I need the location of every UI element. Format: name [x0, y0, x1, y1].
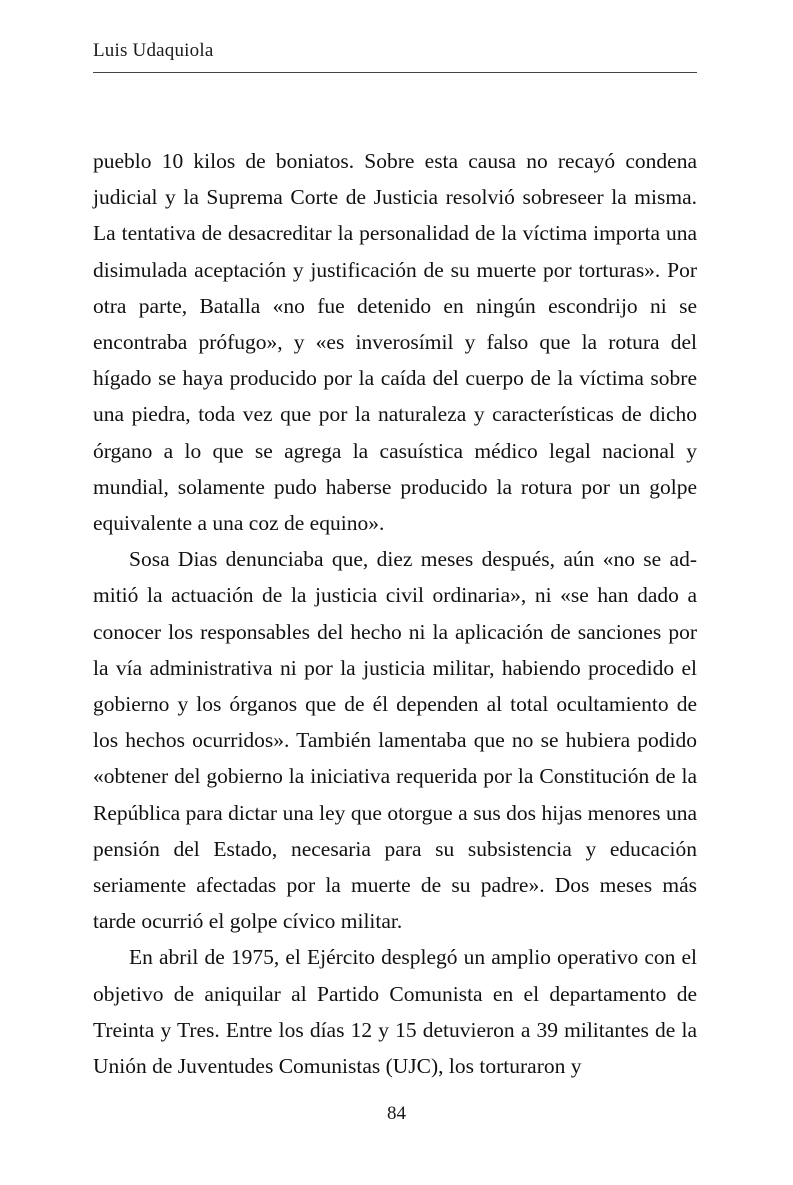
- page-number: 84: [387, 1103, 406, 1124]
- paragraph-april-1975: En abril de 1975, el Ejército desplegó un amplio operativo con el objetivo de aniquilar al Partido Comunista en el departamento de Treinta y Tres. Entre los días 12 y 15 detuvieron a 39 militantes de la Unión de Juventudes Comunistas (UJC), los torturaron y: [93, 945, 697, 1079]
- paragraph-sosa-dias: Sosa Dias denunciaba que, diez meses después, aún «no se admitió la actuación de la justicia civil ordinaria», ni «se han dado a conocer los responsables del hecho ni la aplicación de sanciones por la vía administrativa ni por la justicia militar, habiendo procedido el gobierno y los órganos que de él dependen al total ocultamiento de los hechos ocurridos». También lamentaba que no se hubiera podido «obtener del gobierno la iniciativa requerida por la Constitución de la República para dictar una ley que otorgue a sus dos hijas menores una pensión del Estado, necesaria para su subsistencia y educación seriamente afectadas por la muerte de su padre». Dos meses más tarde ocurrió el golpe cívico militar.: [93, 547, 697, 934]
- running-header-author: Luis Udaquiola: [93, 40, 214, 61]
- paragraph-continued: pueblo 10 kilos de boniatos. Sobre esta causa no recayó condena judicial y la Suprema Corte de Justicia resolvió sobreseer la misma. La tentativa de desacreditar la personalidad de la víctima importa una disimulada aceptación y justificación de su muerte por torturas». Por otra parte, Batalla «no fue detenido en ningún escondrijo ni se encontraba prófugo», y «es inverosímil y falso que la rotura del hígado se haya producido por la caída del cuerpo de la víctima sobre una piedra, toda vez que por la naturaleza y características de dicho órgano a lo que se agrega la casuística médico legal nacional y mundial, solamente pudo haberse producido la rotura por un golpe equivalente a una coz de equino».: [93, 149, 697, 536]
- header-divider: [93, 72, 697, 73]
- body-text: [93, 143, 697, 1084]
